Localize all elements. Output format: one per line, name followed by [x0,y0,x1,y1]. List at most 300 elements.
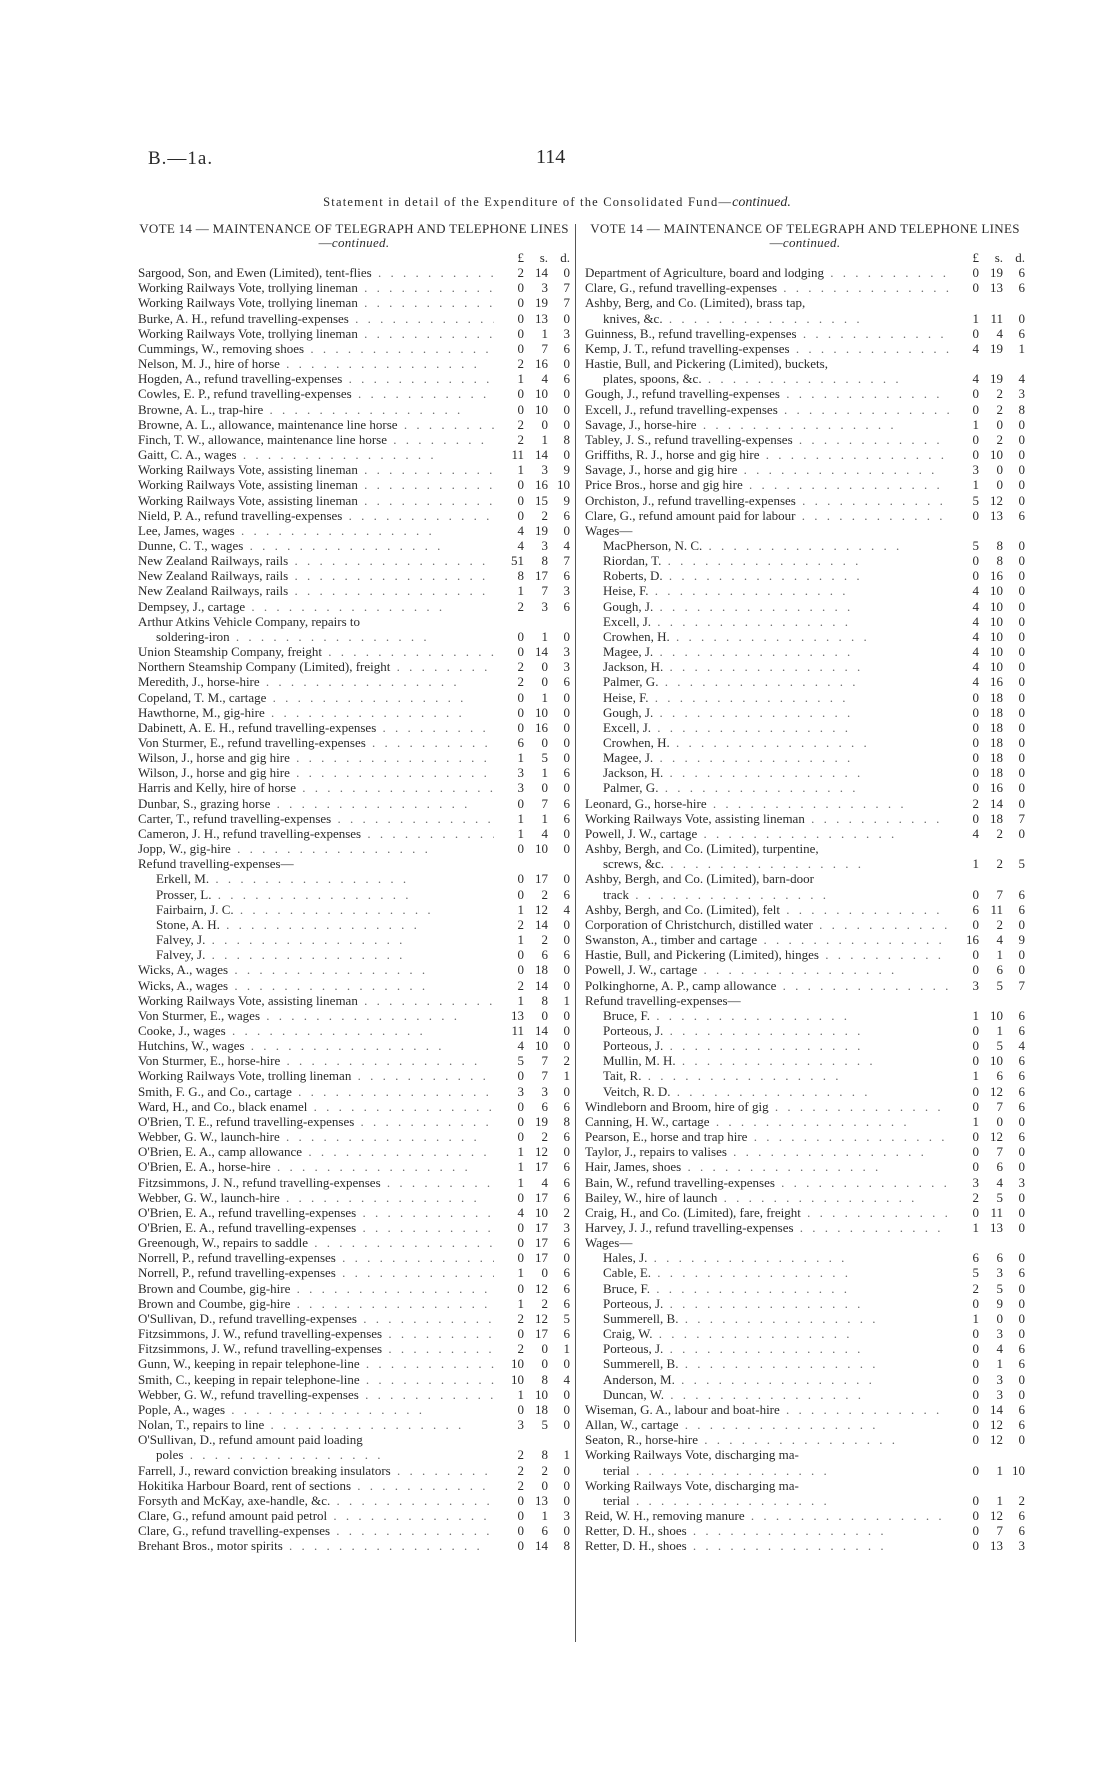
amount-shillings: 10 [990,644,1003,660]
amount-pounds: 0 [972,431,979,447]
row-description: Union Steamship Company, freight . . [138,644,494,659]
expenditure-row [585,674,1025,689]
amount-pence: 0 [563,310,570,326]
expenditure-row [585,750,1025,765]
amount-pounds: 0 [517,1492,524,1508]
row-amount [494,993,570,1008]
amount-pence: 6 [1018,1265,1025,1281]
amount-shillings: 1 [541,325,548,341]
row-description: Swanston, A., timber and cartage . . [585,932,949,947]
amount-pence: 3 [1018,386,1025,402]
unit-shillings: s. [994,250,1003,265]
expenditure-row [138,1190,570,1205]
expenditure-row [585,1129,1025,1144]
row-amount [949,1144,1025,1159]
amount-pence: 0 [1018,477,1025,493]
row-amount [949,1053,1025,1068]
expenditure-row [585,871,1025,886]
amount-pounds: 0 [517,886,524,902]
amount-pounds: 0 [972,704,979,720]
row-description: Working Railways Vote, discharging ma- [585,1447,799,1463]
amount-pence: 4 [563,1371,570,1387]
expenditure-row [138,871,570,886]
row-amount [494,1341,570,1356]
expenditure-row [138,599,570,614]
expenditure-row [585,265,1025,280]
amount-pounds: 4 [972,371,979,387]
expenditure-row [585,447,1025,462]
amount-pence: 3 [563,644,570,660]
amount-pence: 0 [1018,598,1025,614]
amount-shillings: 10 [990,613,1003,629]
right-vote-text: VOTE 14 — MAINTENANCE OF TELEGRAPH AND TELEPHONE LINES— [590,221,1020,250]
amount-pounds: 5 [972,1265,979,1281]
left-entries [138,265,570,1553]
expenditure-row [585,902,1025,917]
amount-pounds: 0 [972,1341,979,1357]
amount-pence: 6 [563,1295,570,1311]
amount-pounds: 0 [517,795,524,811]
row-amount [949,1356,1025,1371]
amount-shillings: 4 [541,1174,548,1190]
row-amount [949,280,1025,295]
row-amount [494,1265,570,1280]
amount-shillings: 17 [535,871,548,887]
amount-pence: 0 [563,522,570,538]
row-description: soldering-iron . . [138,629,494,644]
expenditure-row [138,1372,570,1387]
row-amount [494,356,570,371]
expenditure-row [585,1281,1025,1296]
expenditure-row [138,1038,570,1053]
amount-pence: 6 [563,1265,570,1281]
amount-pounds: 0 [972,1204,979,1220]
row-amount [494,341,570,356]
amount-shillings: 0 [541,780,548,796]
amount-pounds: 1 [972,416,979,432]
expenditure-row [138,371,570,386]
amount-shillings: 6 [541,947,548,963]
amount-pounds: 6 [972,1250,979,1266]
amount-pence: 6 [1018,1068,1025,1084]
expenditure-row [138,341,570,356]
amount-shillings: 6 [541,1098,548,1114]
row-amount [949,1099,1025,1114]
amount-pence: 3 [1018,1538,1025,1554]
amount-pence: 0 [1018,689,1025,705]
amount-pounds: 0 [517,295,524,311]
row-amount [494,1311,570,1326]
amount-pence: 6 [1018,1083,1025,1099]
row-amount [949,1068,1025,1083]
amount-pence: 1 [563,1447,570,1463]
amount-pence: 0 [563,1401,570,1417]
row-description: terial . . [585,1493,949,1508]
amount-pence: 5 [563,1310,570,1326]
amount-shillings: 2 [541,1295,548,1311]
amount-pence: 0 [563,689,570,705]
expenditure-row [138,1326,570,1341]
row-description: Pearson, E., horse and trap hire . . [585,1129,949,1144]
row-description: Gough, J. . . [585,599,949,614]
row-amount [949,1159,1025,1174]
amount-pounds: 0 [517,841,524,857]
amount-shillings: 0 [541,1477,548,1493]
row-description: Dabinett, A. E. H., refund travelling-expenses . . [138,720,494,735]
amount-shillings: 19 [535,522,548,538]
amount-pounds: 1 [517,825,524,841]
amount-pounds: 0 [972,947,979,963]
row-description: Hales, J. . . [585,1250,949,1265]
row-description: Heise, F. . . [585,583,949,598]
amount-shillings: 10 [990,659,1003,675]
expenditure-row [138,508,570,523]
right-vote-title [585,222,1025,250]
row-amount [494,902,570,917]
unit-pence: d. [560,250,570,265]
row-description: Working Railways Vote, trollying lineman . . [138,280,494,295]
amount-pounds: 0 [517,1326,524,1342]
amount-pounds: 2 [517,916,524,932]
amount-pence: 0 [563,1417,570,1433]
row-amount [494,1023,570,1038]
row-description: Wages— [585,522,633,538]
amount-pounds: 3 [517,1417,524,1433]
row-description: Hastie, Bull, and Pickering (Limited), hinges . . [585,947,949,962]
unit-pence: d. [1015,250,1025,265]
expenditure-row [138,720,570,735]
amount-pounds: 0 [972,401,979,417]
row-amount [494,432,570,447]
row-description: Windleborn and Broom, hire of gig . . [585,1099,949,1114]
row-amount [949,371,1025,386]
row-description: Working Railways Vote, discharging ma- [585,1477,799,1493]
amount-pounds: 0 [972,568,979,584]
row-amount [494,796,570,811]
expenditure-row [585,720,1025,735]
expenditure-row [585,508,1025,523]
row-amount [949,796,1025,811]
row-description: Burke, A. H., refund travelling-expenses . . [138,311,494,326]
amount-pence: 4 [1018,371,1025,387]
amount-shillings: 2 [996,386,1003,402]
row-description: Corporation of Christchurch, distilled water . . [585,917,949,932]
expenditure-row [585,629,1025,644]
amount-pence: 6 [563,765,570,781]
expenditure-row [138,432,570,447]
row-description: Smith, F. G., and Co., cartage . . [138,1084,494,1099]
expenditure-row [585,1296,1025,1311]
expenditure-row [585,811,1025,826]
amount-pence: 0 [1018,704,1025,720]
row-amount [949,644,1025,659]
row-amount [494,705,570,720]
expenditure-row [138,326,570,341]
expenditure-row [138,1508,570,1523]
row-description: Kemp, J. T., refund travelling-expenses . . [585,341,949,356]
row-amount [494,1008,570,1023]
amount-shillings: 2 [541,1462,548,1478]
amount-pence: 0 [1018,1432,1025,1448]
expenditure-row [138,796,570,811]
row-amount [494,326,570,341]
amount-pounds: 0 [517,1523,524,1539]
amount-pounds: 16 [966,932,979,948]
row-description: Porteous, J. . . [585,1341,949,1356]
row-amount [949,462,1025,477]
amount-shillings: 1 [541,1507,548,1523]
row-description: Duncan, W. . . [585,1387,949,1402]
row-amount [494,811,570,826]
amount-shillings: 18 [990,689,1003,705]
row-amount [494,583,570,598]
amount-pounds: 10 [511,1356,524,1372]
expenditure-row [585,826,1025,841]
expenditure-row [138,780,570,795]
left-vote-continued: continued. [331,235,390,250]
amount-pounds: 1 [972,310,979,326]
amount-shillings: 4 [996,1341,1003,1357]
row-amount [494,887,570,902]
amount-shillings: 2 [541,507,548,523]
amount-shillings: 13 [990,1538,1003,1554]
amount-shillings: 4 [996,325,1003,341]
amount-pounds: 0 [517,1098,524,1114]
amount-pence: 0 [563,1250,570,1266]
row-amount [494,674,570,689]
amount-shillings: 16 [535,477,548,493]
row-amount [949,887,1025,902]
amount-shillings: 17 [535,1235,548,1251]
amount-pounds: 1 [517,1159,524,1175]
expenditure-row [585,917,1025,932]
row-description: Excell, J. . . [585,720,949,735]
amount-pounds: 0 [517,719,524,735]
expenditure-row [585,978,1025,993]
amount-shillings: 1 [996,1462,1003,1478]
row-description: Summerell, B. . . [585,1311,949,1326]
row-amount [949,1250,1025,1265]
expenditure-row [138,386,570,401]
row-amount [949,599,1025,614]
row-amount [949,1205,1025,1220]
row-amount [949,265,1025,280]
row-amount [494,295,570,310]
amount-shillings: 8 [541,553,548,569]
row-amount [949,1084,1025,1099]
row-description: Hokitika Harbour Board, rent of sections . . [138,1478,494,1493]
row-description: Copeland, T. M., cartage . . [138,690,494,705]
row-amount [494,629,570,644]
expenditure-row [138,1417,570,1432]
row-amount [949,1265,1025,1280]
amount-pounds: 0 [972,1417,979,1433]
amount-pounds: 6 [972,901,979,917]
amount-pounds: 2 [517,977,524,993]
amount-pounds: 0 [972,962,979,978]
amount-pence: 0 [1018,1326,1025,1342]
row-description: Gunn, W., keeping in repair telephone-line . . [138,1356,494,1371]
row-amount [494,962,570,977]
amount-pounds: 0 [972,1356,979,1372]
amount-pounds: 2 [517,598,524,614]
amount-pence: 6 [1018,280,1025,296]
amount-pence: 0 [1018,674,1025,690]
unit-pounds: £ [972,250,979,265]
row-amount [494,417,570,432]
expenditure-row [585,1508,1025,1523]
amount-shillings: 3 [541,598,548,614]
row-description: Working Railways Vote, assisting lineman . . [585,811,949,826]
amount-pence: 0 [1018,628,1025,644]
row-amount [949,402,1025,417]
row-description: track . . [585,887,949,902]
expenditure-row [585,644,1025,659]
expenditure-row [585,1114,1025,1129]
amount-pence: 0 [1018,735,1025,750]
row-description: Falvey, J. . . [138,932,494,947]
row-description: Wicks, A., wages . . [138,978,494,993]
expenditure-row [138,1447,570,1462]
row-description: knives, &c. . . [585,311,949,326]
amount-pounds: 0 [972,1462,979,1478]
amount-shillings: 14 [990,795,1003,811]
row-description: Porteous, J. . . [585,1038,949,1053]
row-amount [494,644,570,659]
row-description: Browne, A. L., trap-hire . . [138,402,494,417]
amount-pounds: 8 [517,568,524,584]
amount-pence: 0 [1018,719,1025,735]
amount-pence: 6 [1018,1523,1025,1539]
row-amount [949,659,1025,674]
row-description: Excell, J. . . [585,614,949,629]
left-column [138,222,570,1553]
expenditure-row [138,978,570,993]
amount-pence: 0 [563,1038,570,1054]
amount-pounds: 0 [972,1083,979,1099]
row-description: Guinness, B., refund travelling-expenses . . [585,326,949,341]
amount-shillings: 19 [990,340,1003,356]
row-amount [949,902,1025,917]
row-description: Cooke, J., wages . . [138,1023,494,1038]
expenditure-row [585,1159,1025,1174]
row-amount [949,856,1025,871]
column-divider [575,224,576,1642]
amount-pence: 7 [563,280,570,296]
row-amount [494,1084,570,1099]
amount-shillings: 3 [541,462,548,478]
expenditure-row [138,1523,570,1538]
row-description: Leonard, G., horse-hire . . [585,796,949,811]
amount-shillings: 18 [990,719,1003,735]
amount-pounds: 2 [517,659,524,675]
right-units-row [585,250,1025,265]
amount-pounds: 0 [972,280,979,296]
expenditure-row [585,1099,1025,1114]
amount-shillings: 10 [990,1053,1003,1069]
expenditure-row [585,583,1025,598]
amount-shillings: 10 [535,1386,548,1402]
row-amount [949,568,1025,583]
amount-pence: 7 [1018,977,1025,993]
amount-shillings: 7 [996,1523,1003,1539]
row-amount [494,280,570,295]
unit-pounds: £ [517,250,524,265]
expenditure-row [138,1023,570,1038]
row-description: Forsyth and McKay, axe-handle, &c. . . [138,1493,494,1508]
expenditure-row [585,1235,1025,1250]
amount-shillings: 10 [535,401,548,417]
amount-pounds: 0 [972,765,979,781]
amount-pence: 6 [1018,901,1025,917]
amount-pence: 3 [563,583,570,599]
amount-pounds: 0 [517,871,524,887]
row-amount [494,780,570,795]
amount-pounds: 10 [511,1371,524,1387]
expenditure-row [585,1068,1025,1083]
right-entries [585,265,1025,1553]
amount-pounds: 0 [517,1220,524,1235]
amount-pence: 0 [563,750,570,766]
expenditure-row [585,1402,1025,1417]
amount-shillings: 10 [535,704,548,720]
row-amount [949,508,1025,523]
row-description: Craig, H., and Co. (Limited), fare, freight . . [585,1205,949,1220]
amount-shillings: 0 [996,1310,1003,1326]
row-amount [949,447,1025,462]
amount-shillings: 2 [996,856,1003,872]
amount-shillings: 10 [990,447,1003,463]
row-description: Working Railways Vote, trollying lineman . . [138,326,494,341]
row-amount [949,1190,1025,1205]
amount-pounds: 3 [972,462,979,478]
amount-shillings: 12 [535,901,548,917]
amount-shillings: 18 [990,750,1003,766]
amount-shillings: 14 [535,916,548,932]
row-description: Orchiston, J., refund travelling-expenses . . [585,493,949,508]
amount-pounds: 1 [517,932,524,948]
amount-pounds: 0 [517,947,524,963]
expenditure-row [138,690,570,705]
row-description: Clare, G., refund amount paid for labour . . [585,508,949,523]
expenditure-row [138,1129,570,1144]
row-description: Fairbairn, J. C. . . [138,902,494,917]
amount-pence: 0 [1018,1386,1025,1402]
amount-pence: 6 [563,340,570,356]
amount-pence: 1 [563,1068,570,1084]
amount-shillings: 8 [541,1447,548,1463]
amount-shillings: 12 [990,1432,1003,1448]
row-description: Crowhen, H. . . [585,629,949,644]
row-description: Nield, P. A., refund travelling-expenses . . [138,508,494,523]
amount-pence: 0 [563,932,570,948]
row-description: Cummings, W., removing shoes . . [138,341,494,356]
row-description: Ashby, Bergh, and Co. (Limited), turpentine, [585,841,819,857]
amount-shillings: 14 [535,447,548,463]
expenditure-row [138,1175,570,1190]
row-description: Falvey, J. . . [138,947,494,962]
row-amount [494,1175,570,1190]
amount-pounds: 0 [517,1250,524,1266]
amount-pence: 0 [563,916,570,932]
amount-pence: 6 [1018,1507,1025,1523]
amount-shillings: 10 [990,583,1003,599]
amount-shillings: 3 [996,1386,1003,1402]
row-description: Ward, H., and Co., black enamel . . [138,1099,494,1114]
row-amount [949,1387,1025,1402]
row-description: Dunne, C. T., wages . . [138,538,494,553]
amount-shillings: 0 [541,416,548,432]
